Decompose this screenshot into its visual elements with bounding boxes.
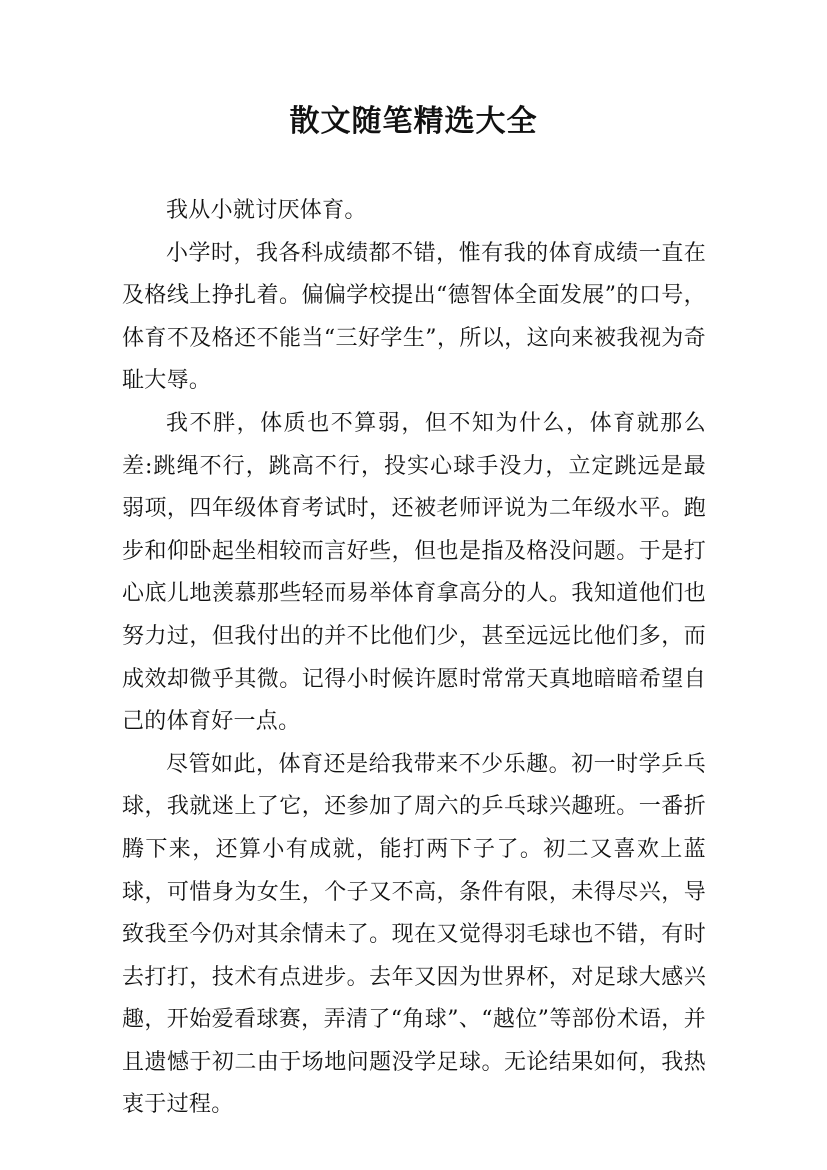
paragraph: 尽管如此，体育还是给我带来不少乐趣。初一时学乒乓球，我就迷上了它，还参加了周六的乒乓球兴趣班。一番折腾下来，还算小有成就，能打两下子了。初二又喜欢上蓝球，可惜身为女生，个子又不高，条件有限，未得尽兴，导致我至今仍对其余情未了。现在又觉得羽毛球也不错，有时去打打，技术有点进步。去年又因为世界杯，对足球大感兴趣，开始爱看球赛，弄清了“角球”、“越位”等部份术语，并且遗憾于初二由于场地问题没学足球。无论结果如何，我热衷于过程。 (122, 751, 706, 1118)
paragraph: 小学时，我各科成绩都不错，惟有我的体育成绩一直在及格线上挣扎着。偏偏学校提出“德智体全面发展”的口号，体育不及格还不能当“三好学生”，所以，这向来被我视为奇耻大辱。 (122, 240, 706, 394)
paragraph: 我不胖，体质也不算弱，但不知为什么，体育就那么差:跳绳不行，跳高不行，投实心球手没力，立定跳远是最弱项，四年级体育考试时，还被老师评说为二年级水平。跑步和仰卧起坐相较而言好些，但也是指及格没问题。于是打心底儿地羡慕那些轻而易举体育拿高分的人。我知道他们也努力过，但我付出的并不比他们少，甚至远远比他们多，而成效却微乎其微。记得小时候许愿时常常天真地暗暗希望自己的体育好一点。 (122, 410, 706, 735)
document-title: 散文随笔精选大全 (289, 104, 538, 139)
document-body (122, 190, 706, 1127)
paragraph: 我从小就讨厌体育。 (166, 198, 367, 223)
